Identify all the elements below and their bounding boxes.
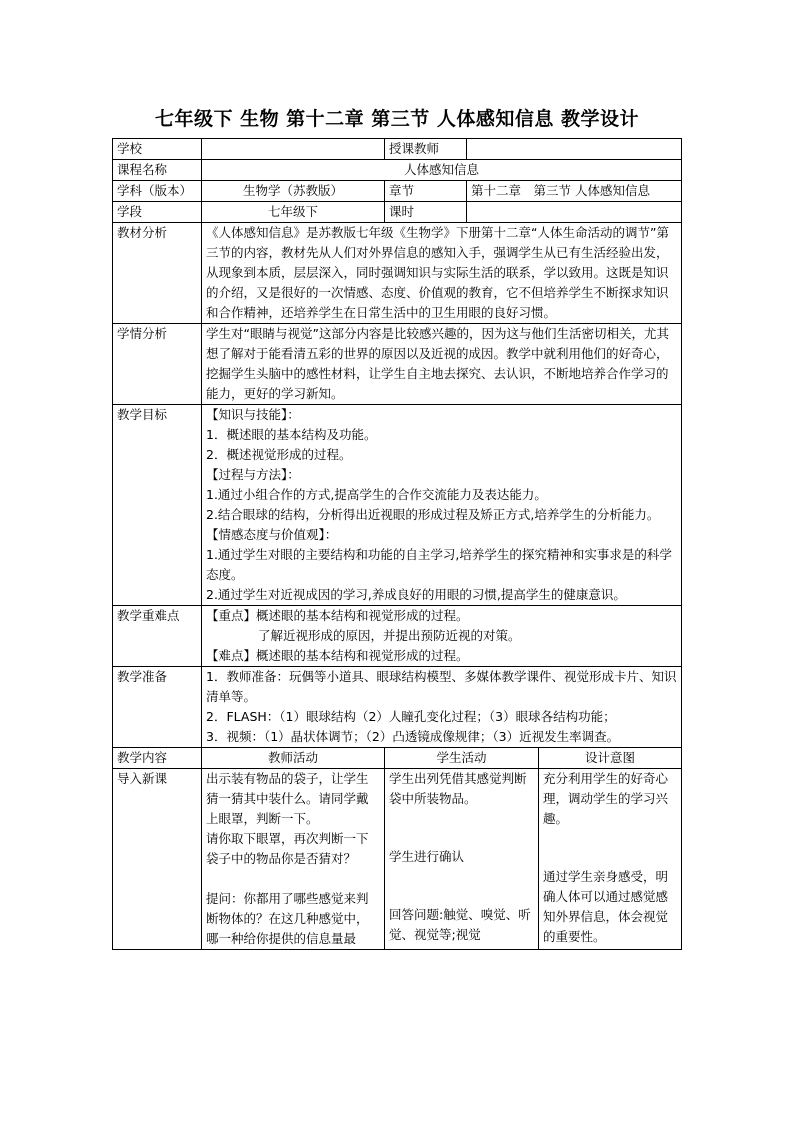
goals-line: 【过程与方法】： (206, 467, 300, 482)
analysis-text: 《人体感知信息》是苏教版七年级《生物学》下册第十二章“人体生命活动的调节”第三节的内容，教材先从人们对外界信息的感知入手，强调学生从已有生活经验出发，从现象到本质，层层深入，同时强调知识与实际生活的联系，学以致用。这既是知识的介绍，又是很好的一次情感、态度、价值观的教育，它不但培养学生不断探求知识和合作精神，还培养学生在日常生活中的卫生用眼的良好习惯。 (202, 223, 682, 324)
process-label: 教学内容 (113, 748, 202, 769)
teacher-activity (202, 769, 385, 950)
goals-line: 2.通过学生对近视成因的学习,养成良好的用眼的习惯,提高学生的健康意识。 (206, 587, 626, 602)
subject-label: 学科（版本） (113, 181, 202, 202)
hours-value (467, 202, 682, 223)
lesson-plan-table (112, 138, 682, 950)
col-student-header: 学生活动 (385, 748, 539, 769)
goals-line: 【情感态度与价值观】： (206, 527, 338, 542)
document-title: 七年级下 生物 第十二章 第三节 人体感知信息 教学设计 (154, 108, 640, 130)
subject-value: 生物学（苏教版） (202, 181, 385, 202)
goals-line: 1.通过学生对眼的主要结构和功能的自主学习,培养学生的探究精神和实事求是的科学态度。 (206, 547, 672, 582)
learners-label: 学情分析 (113, 324, 202, 405)
teacher-label: 授课教师 (385, 139, 467, 160)
school-label: 学校 (113, 139, 202, 160)
goals-line: 【知识与技能】： (206, 407, 300, 422)
prep-line: 1．教师准备：玩偶等小道具、眼球结构模型、多媒体教学课件、视觉形成卡片、知识清单等。 (206, 669, 677, 704)
student-step: 回答问题:触觉、嗅觉、听觉、视觉等;视觉 (389, 907, 531, 942)
course-value: 人体感知信息 (202, 160, 682, 181)
teacher-step: 请你取下眼罩，再次判断一下袋子中的物品你是否猜对？ (206, 831, 369, 866)
process-header-row (113, 748, 682, 769)
grade-value: 七年级下 (202, 202, 385, 223)
intent-item: 通过学生亲身感受，明确人体可以通过感觉感知外界信息，体会视觉的重要性。 (543, 869, 669, 944)
goals-line: 1.通过小组合作的方式,提高学生的合作交流能力及表达能力。 (206, 487, 547, 502)
learners-row (113, 324, 682, 405)
keypoints-line: 了解近视形成的原因，并提出预防近视的对策。 (258, 628, 521, 643)
prep-label: 教学准备 (113, 667, 202, 748)
teacher-step: 提问：你都用了哪些感觉来判断物体的？在这几种感觉中，哪一种给你提供的信息量最 (206, 891, 369, 946)
subject-row (113, 181, 682, 202)
intent-item: 充分利用学生的好奇心理，调动学生的学习兴趣。 (543, 771, 669, 826)
goals-line: 2.结合眼球的结构，分析得出近视眼的形成过程及矫正方式,培养学生的分析能力。 (206, 507, 660, 522)
prep-line: 2．FLASH：（1）眼球结构（2）人瞳孔变化过程；（3）眼球各结构功能； (206, 709, 616, 724)
teacher-step: 出示装有物品的袋子，让学生猜一猜其中装什么。请同学戴上眼罩，判断一下。 (206, 771, 369, 826)
grade-label: 学段 (113, 202, 202, 223)
school-value (202, 139, 385, 160)
keypoints-row (113, 606, 682, 667)
col-teacher-header: 教师活动 (202, 748, 385, 769)
analysis-row (113, 223, 682, 324)
goals-cell (202, 405, 682, 606)
student-step: 学生进行确认 (389, 849, 465, 864)
intro-label: 导入新课 (113, 769, 202, 950)
grade-row (113, 202, 682, 223)
goals-line: 1．概述眼的基本结构及功能。 (206, 427, 377, 442)
keypoints-cell (202, 606, 682, 667)
keypoints-label: 教学重难点 (113, 606, 202, 667)
chapter-label: 章节 (385, 181, 467, 202)
intro-row (113, 769, 682, 950)
teacher-value (467, 139, 682, 160)
chapter-value: 第十二章 第三节 人体感知信息 (467, 181, 682, 202)
goals-line: 2．概述视觉形成的过程。 (206, 447, 352, 462)
prep-cell (202, 667, 682, 748)
hours-label: 课时 (385, 202, 467, 223)
keypoints-line: 【难点】概述眼的基本结构和视觉形成的过程。 (206, 648, 469, 663)
col-intent-header: 设计意图 (539, 748, 682, 769)
goals-label: 教学目标 (113, 405, 202, 606)
design-intent (539, 769, 682, 950)
learners-text: 学生对“眼睛与视觉”这部分内容是比较感兴趣的，因为这与他们生活密切相关，尤其想了解对于能看清五彩的世界的原因以及近视的成因。教学中就利用他们的好奇心，挖掘学生头脑中的感性材料，让学生自主地去探究、去认识，不断地培养合作学习的能力，更好的学习新知。 (202, 324, 682, 405)
student-activity (385, 769, 539, 950)
prep-line: 3．视频：（1）晶状体调节；（2）凸透镜成像规律；（3）近视发生率调查。 (206, 729, 620, 744)
keypoints-line: 【重点】概述眼的基本结构和视觉形成的过程。 (206, 608, 469, 623)
analysis-label: 教材分析 (113, 223, 202, 324)
prep-row (113, 667, 682, 748)
goals-row (113, 405, 682, 606)
course-label: 课程名称 (113, 160, 202, 181)
school-row (113, 139, 682, 160)
course-row (113, 160, 682, 181)
student-step: 学生出列凭借其感觉判断袋中所装物品。 (389, 771, 527, 806)
